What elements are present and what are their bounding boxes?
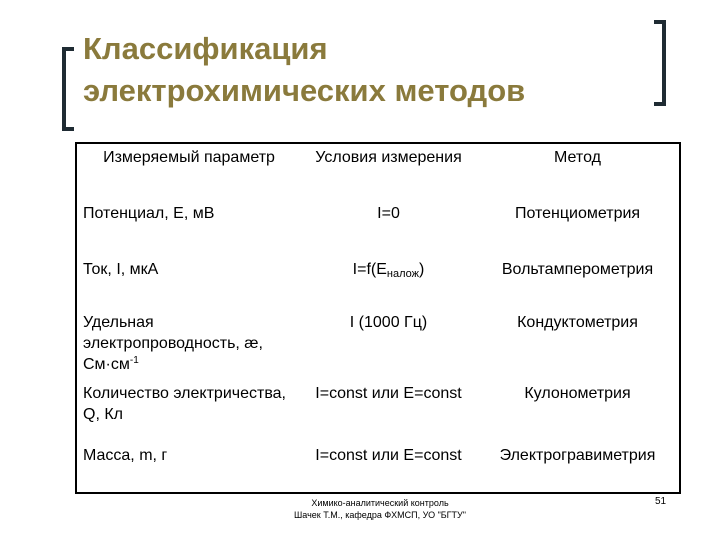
cell-parameter: Количество электричества, Q, Кл [83,385,286,423]
condition-main: I=f(E [352,261,387,278]
right-bracket-decoration [654,20,666,106]
header-parameter: Измеряемый параметр [103,149,275,166]
parameter-superscript: -1 [129,355,139,366]
cell-parameter: Ток, I, мкА [83,261,159,278]
condition-subscript: налож [386,268,419,280]
cell-method: Кондуктометрия [517,314,638,331]
footer-line-2: Шачек Т.М., кафедра ФХМСП, УО "БГТУ" [294,510,466,520]
header-method: Метод [554,149,601,166]
cell-conditions: I=0 [377,205,400,222]
header-conditions: Условия измерения [315,149,462,166]
slide-title [83,28,643,112]
cell-conditions: I (1000 Гц) [349,314,428,331]
table-header-row [76,143,680,200]
cell-conditions: I=const или E=const [315,447,462,464]
title-line-1: Классификация [83,31,328,66]
table-row [76,256,680,309]
cell-method: Электрогравиметрия [499,447,656,464]
cell-method: Вольтамперометрия [501,261,654,278]
cell-method: Потенциометрия [514,205,641,222]
slide-footer [250,497,510,521]
table-row [76,200,680,256]
condition-tail: ) [419,261,425,278]
footer-line-1: Химико-аналитический контроль [311,498,449,508]
table-row [76,309,680,380]
table-row [76,442,680,493]
table-row [76,380,680,442]
cell-parameter [76,309,301,380]
page-number: 51 [655,496,667,507]
title-line-2: электрохимических методов [83,73,526,108]
cell-conditions [301,256,476,309]
cell-parameter: Потенциал, Е, мВ [83,205,215,222]
cell-parameter: Масса, m, г [83,447,168,464]
cell-method: Кулонометрия [524,385,631,402]
cell-conditions: I=const или E=const [315,385,462,402]
left-bracket-decoration [62,47,74,131]
methods-table [75,142,681,494]
parameter-text: Удельная электропроводность, æ, См·см [83,314,263,373]
